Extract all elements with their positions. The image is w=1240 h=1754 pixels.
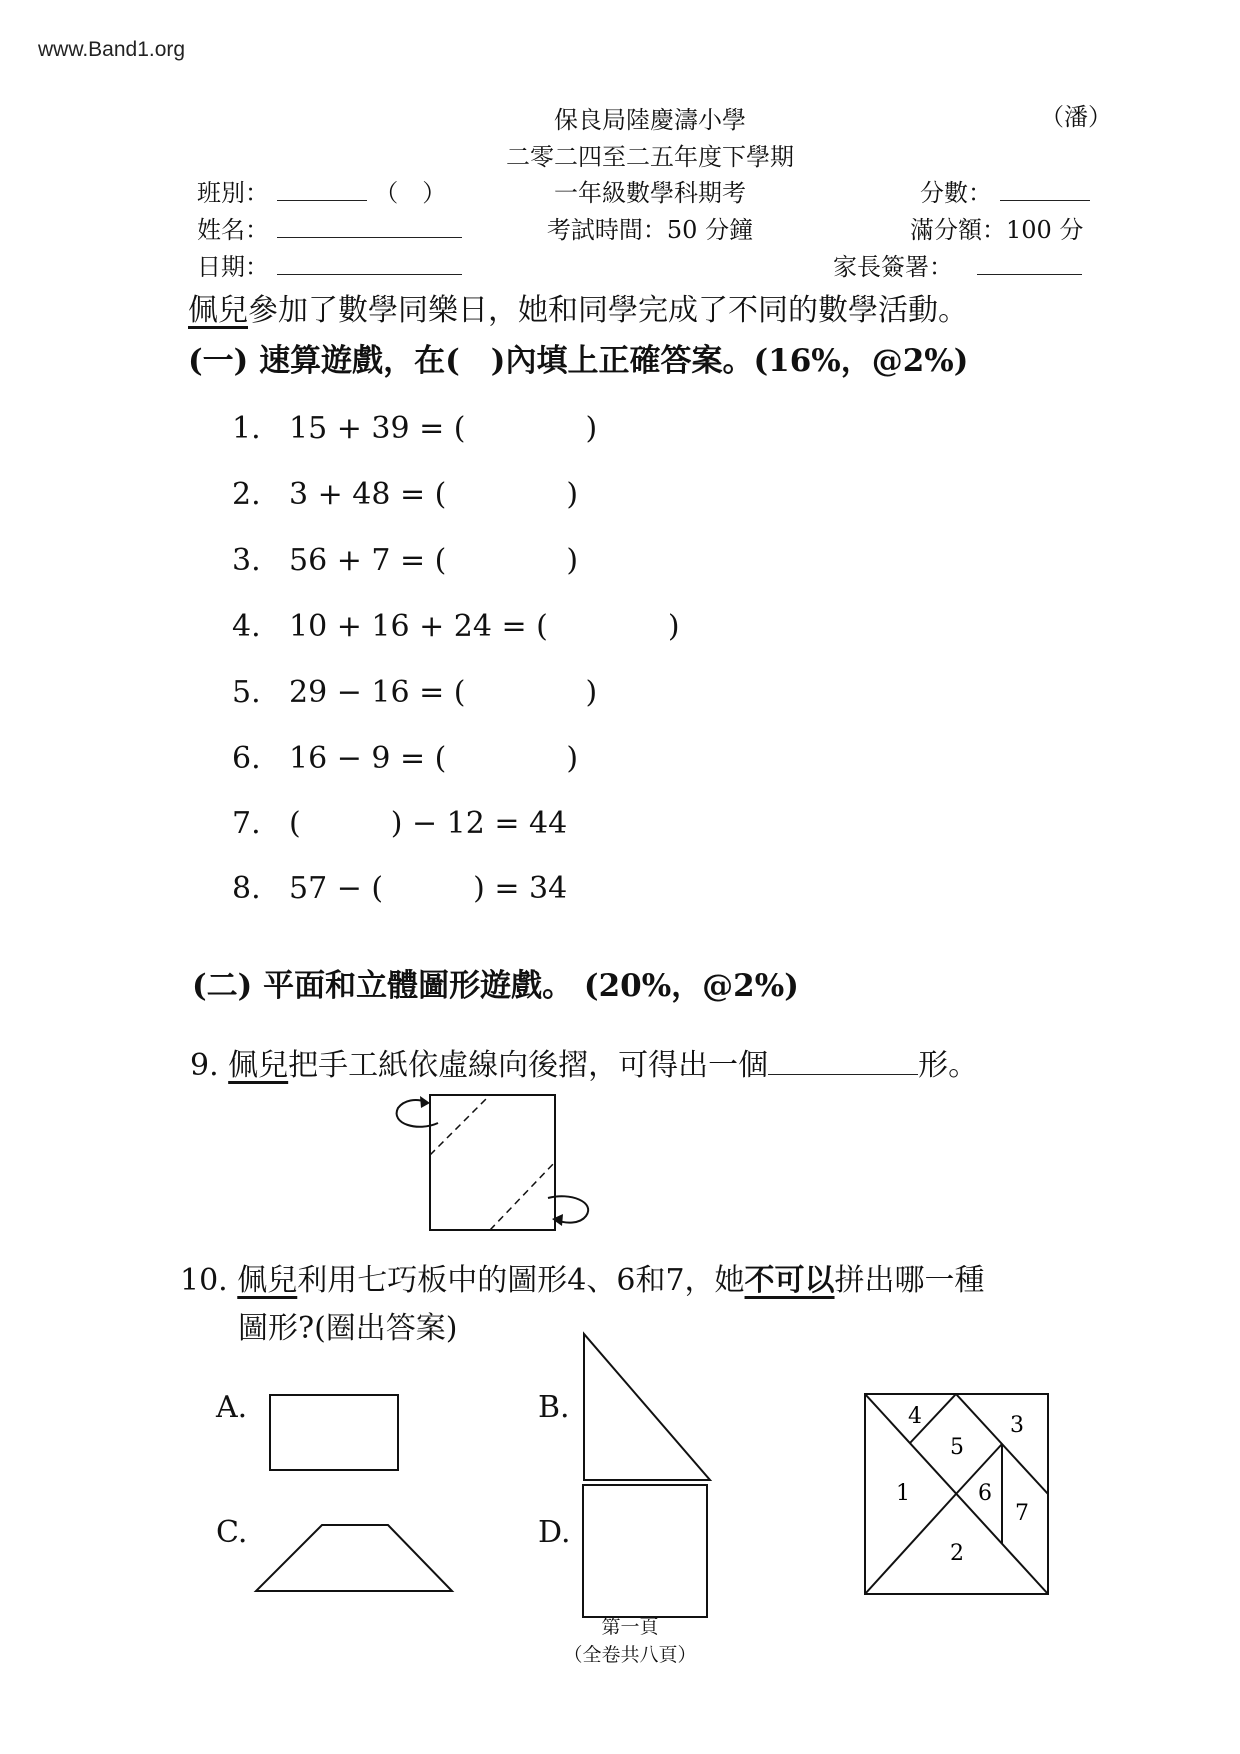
question-6: [232, 733, 578, 777]
question-number: 10.: [180, 1263, 228, 1298]
answer-blank: [768, 1048, 918, 1075]
question-number: 1.: [232, 411, 261, 446]
intro-body: 參加了數學同樂日，她和同學完成了不同的數學活動。: [248, 293, 968, 328]
full-marks: 滿分額：100 分: [910, 216, 1084, 244]
question-number: 4.: [232, 609, 261, 644]
question-text: ( ) − 12 = 44: [289, 806, 568, 841]
question-number: 8.: [232, 871, 261, 906]
tangram-line: [865, 1494, 956, 1594]
site-url: www.Band1.org: [38, 38, 186, 61]
question-text: 15 + 39 = ( ): [289, 411, 598, 446]
fold-line-top: [430, 1095, 490, 1155]
option-d-label: D.: [538, 1515, 571, 1550]
option-b-label: B.: [538, 1390, 570, 1425]
section2-title: (二) 平面和立體圖形遊戲。 (20%，@2%): [192, 968, 799, 1004]
student-name: 佩兒: [228, 1048, 289, 1083]
option-c-label: C.: [216, 1515, 248, 1550]
teacher-mark: （潘）: [1040, 103, 1112, 131]
question-text: 57 − ( ) = 34: [289, 871, 568, 906]
question-3: [232, 535, 578, 579]
question-10-line2: 圖形?(圈出答案): [238, 1311, 458, 1346]
class-blank: [277, 178, 367, 201]
score-label: 分數：: [920, 179, 992, 207]
question-number: 3.: [232, 543, 261, 578]
tangram-label-3: 3: [1010, 1413, 1024, 1438]
tangram-label-4: 4: [908, 1404, 922, 1429]
school-name: 保良局陸慶濤小學: [554, 106, 746, 134]
question-5: [232, 667, 597, 711]
page-number: 第一頁: [601, 1616, 659, 1638]
parent-sign-row: [833, 247, 1082, 282]
name-label: 姓名：: [197, 216, 269, 244]
score-row: [920, 173, 1090, 208]
tangram-label-2: 2: [950, 1541, 964, 1566]
exam-title: 一年級數學科期考: [554, 179, 746, 207]
question-number: 9.: [190, 1048, 219, 1083]
arrow-head-right: [552, 1214, 563, 1226]
question-2: [232, 469, 578, 513]
question-text: 10 + 16 + 24 = ( ): [289, 609, 680, 644]
page-total: （全卷共八頁）: [563, 1644, 697, 1666]
class-number-paren: （ ）: [374, 179, 447, 207]
question-text: 利用七巧板中的圖形4、6和7，她: [297, 1263, 745, 1298]
name-row: [197, 210, 462, 245]
tangram-label-1: 1: [896, 1481, 910, 1506]
question-text: 29 − 16 = ( ): [289, 675, 598, 710]
class-label: 班別：: [197, 179, 269, 207]
question-10: [180, 1255, 985, 1299]
arrow-head-left: [420, 1096, 430, 1108]
question-text-end: 拼出哪一種: [834, 1263, 985, 1298]
tangram-label-7: 7: [1015, 1501, 1029, 1526]
date-blank: [277, 252, 462, 275]
fold-line-bottom: [490, 1162, 555, 1230]
class-row: [197, 173, 446, 208]
tangram-label-5: 5: [950, 1435, 964, 1460]
student-name: 佩兒: [188, 293, 248, 328]
option-a-rectangle: [265, 1390, 405, 1480]
question-text: 3 + 48 = ( ): [289, 477, 579, 512]
exam-time: 考試時間：50 分鐘: [546, 216, 754, 244]
fold-diagram: [390, 1090, 600, 1240]
section1-title: (一) 速算遊戲，在( )內填上正確答案。(16%，@2%): [188, 343, 969, 379]
question-8: [232, 863, 567, 907]
parent-sign-label: 家長簽署：: [833, 253, 953, 281]
date-label: 日期：: [197, 253, 269, 281]
option-a-label: A.: [216, 1390, 248, 1425]
term-title: 二零二四至二五年度下學期: [506, 143, 794, 171]
paper-square: [430, 1095, 555, 1230]
tangram-diagram: [860, 1388, 1060, 1608]
student-name: 佩兒: [237, 1263, 298, 1298]
question-text: 56 + 7 = ( ): [289, 543, 579, 578]
tangram-label-6: 6: [978, 1481, 992, 1506]
question-7: [232, 798, 567, 842]
question-text: 16 − 9 = ( ): [289, 741, 579, 776]
question-9: [190, 1040, 978, 1084]
intro-text: [188, 285, 968, 329]
fold-arrow-left-icon: [397, 1100, 438, 1127]
question-suffix: 形。: [918, 1048, 979, 1083]
question-number: 2.: [232, 477, 261, 512]
question-1: [232, 403, 597, 447]
option-b-triangle: [578, 1330, 718, 1490]
question-number: 5.: [232, 675, 261, 710]
name-blank: [277, 215, 462, 238]
parent-sign-blank: [977, 252, 1082, 275]
question-number: 7.: [232, 806, 261, 841]
emphasis-text: 不可以: [744, 1263, 835, 1298]
option-d-square: [578, 1480, 713, 1625]
date-row: [197, 247, 462, 282]
question-text: 把手工紙依虛線向後摺，可得出一個: [288, 1048, 769, 1083]
question-number: 6.: [232, 741, 261, 776]
option-c-trapezoid: [252, 1518, 462, 1598]
question-4: [232, 601, 680, 645]
score-blank: [1000, 178, 1090, 201]
